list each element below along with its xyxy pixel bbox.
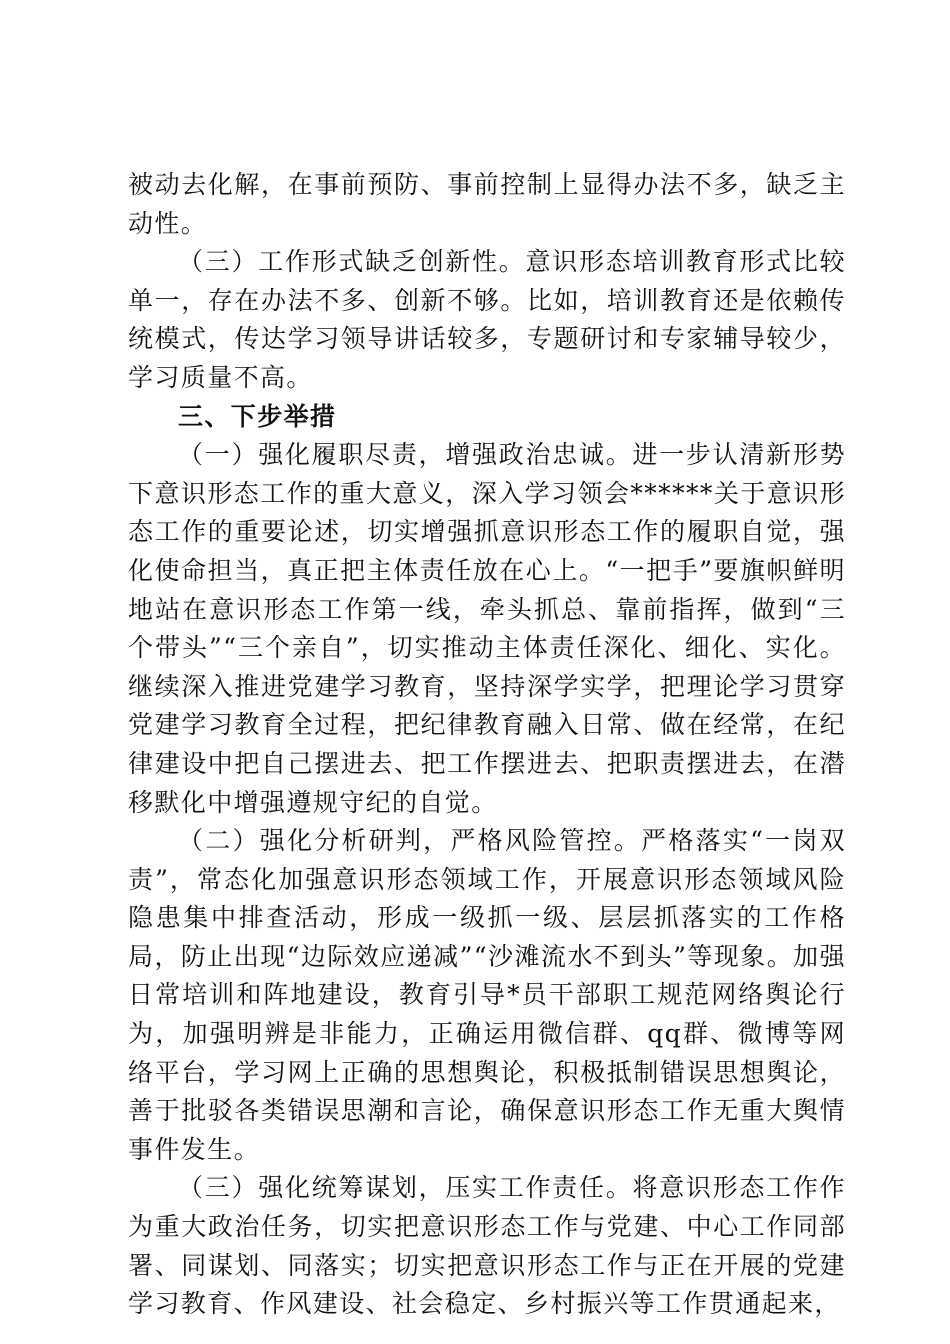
document-body <box>128 166 846 1324</box>
section-heading-next-steps: 三、下步举措 <box>178 401 337 431</box>
paragraph-continuation: 被动去化解，在事前预防、事前控制上显得办法不多，缺乏主动性。 <box>128 170 846 238</box>
paragraph-measure-1: （一）强化履职尽责，增强政治忠诚。进一步认清新形势下意识形态工作的重大意义，深入学习领会******关于意识形态工作的重要论述，切实增强抓意识形态工作的履职自觉，强化使命担当，真正把主体责任放在心上。“一把手”要旗帜鲜明地站在意识形态工作第一线，牵头抓总、靠前指挥，做到“三个带头”“三个亲自”，切实推动主体责任深化、细化、实化。继续深入推进党建学习教育，坚持深学实学，把理论学习贯穿党建学习教育全过程，把纪律教育融入日常、做在经常，在纪律建设中把自己摆进去、把工作摆进去、把职责摆进去，在潜移默化中增强遵规守纪的自觉。 <box>128 440 846 817</box>
paragraph-measure-3: （三）强化统筹谋划，压实工作责任。将意识形态工作作为重大政治任务，切实把意识形态工作与党建、中心工作同部署、同谋划、同落实；切实把意识形态工作与正在开展的党建学习教育、作风建设、社会稳定、乡村振兴等工作贯通起来， <box>128 1173 846 1319</box>
paragraph-measure-2: （二）强化分析研判，严格风险管控。严格落实“一岗双责”，常态化加强意识形态领域工作，开展意识形态领域风险隐患集中排查活动，形成一级抓一级、层层抓落实的工作格局，防止出现“边际效应递减”“沙滩流水不到头”等现象。加强日常培训和阵地建设，教育引导*员干部职工规范网络舆论行为，加强明辨是非能力，正确运用微信群、qq群、微博等网络平台，学习网上正确的思想舆论，积极抵制错误思想舆论，善于批驳各类错误思潮和言论，确保意识形态工作无重大舆情事件发生。 <box>128 826 846 1164</box>
paragraph-problem-3: （三）工作形式缺乏创新性。意识形态培训教育形式比较单一，存在办法不多、创新不够。比如，培训教育还是依赖传统模式，传达学习领导讲话较多，专题研讨和专家辅导较少，学习质量不高。 <box>128 247 846 392</box>
